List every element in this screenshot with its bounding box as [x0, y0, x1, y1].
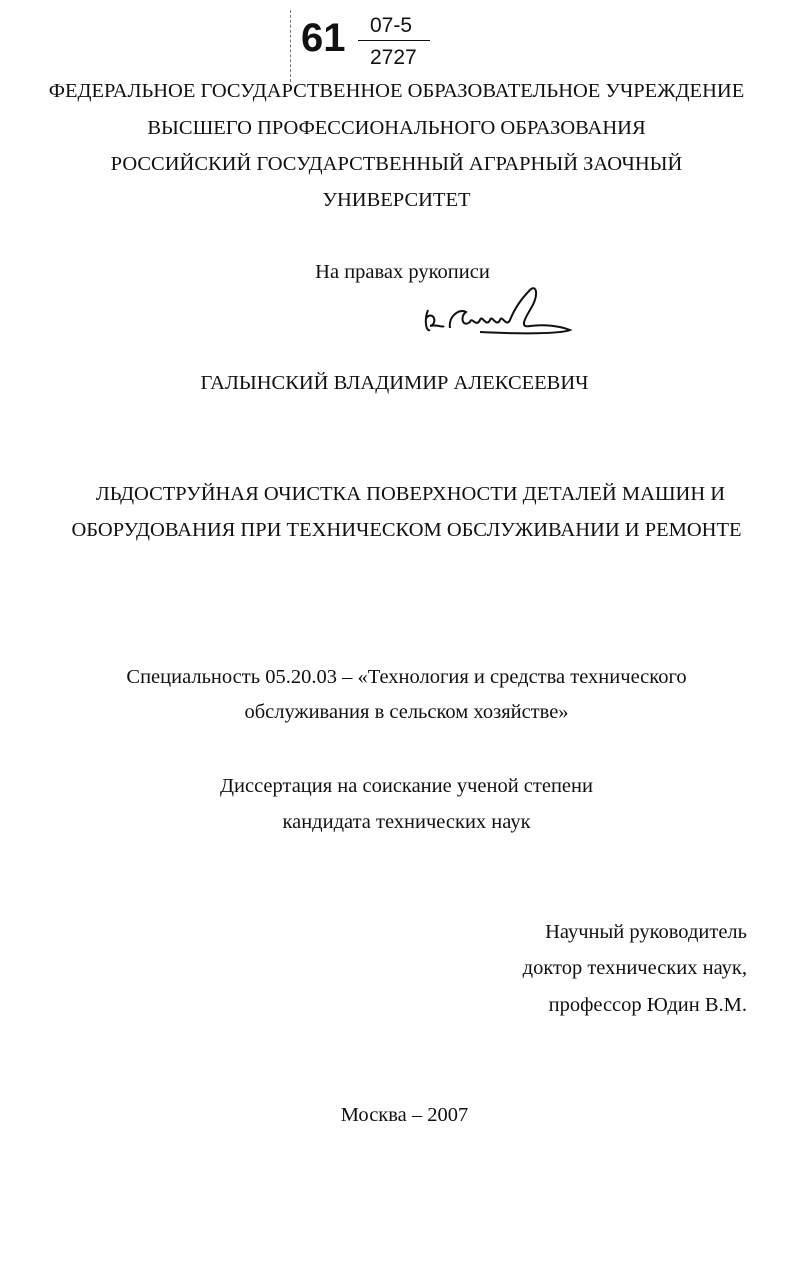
author-name: ГАЛЫНСКИЙ ВЛАДИМИР АЛЕКСЕЕВИЧ: [200, 372, 589, 394]
specialty-line-1: Специальность 05.20.03 – «Технология и средства технического: [126, 666, 687, 688]
degree-line-2: кандидата технических наук: [282, 811, 531, 833]
header-line-4: УНИВЕРСИТЕТ: [322, 189, 471, 211]
stamp-numerator: 07-5: [370, 14, 413, 37]
header-line-3: РОССИЙСКИЙ ГОСУДАРСТВЕННЫЙ АГРАРНЫЙ ЗАОЧНЫЙ: [110, 153, 683, 175]
advisor-line-2: доктор технических наук,: [522, 957, 747, 979]
header-line-2: ВЫСШЕГО ПРОФЕССИОНАЛЬНОГО ОБРАЗОВАНИЯ: [147, 117, 646, 139]
stamp-fraction-bar: [358, 40, 430, 41]
archive-stamp: [288, 6, 438, 76]
header-line-1: ФЕДЕРАЛЬНОЕ ГОСУДАРСТВЕННОЕ ОБРАЗОВАТЕЛЬНОЕ УЧРЕЖДЕНИЕ: [48, 80, 745, 102]
degree-line-1: Диссертация на соискание ученой степени: [220, 775, 593, 797]
place-year: Москва – 2007: [340, 1104, 469, 1126]
title-line-2: ОБОРУДОВАНИЯ ПРИ ТЕХНИЧЕСКОМ ОБСЛУЖИВАНИИ И РЕМОНТЕ: [71, 519, 742, 541]
stamp-code: 61: [301, 16, 346, 60]
stamp-divider: [290, 10, 291, 82]
advisor-line-1: Научный руководитель: [545, 921, 747, 943]
advisor-line-3: профессор Юдин В.М.: [548, 994, 747, 1016]
signature-image: [420, 280, 580, 340]
title-line-1: ЛЬДОСТРУЙНАЯ ОЧИСТКА ПОВЕРХНОСТИ ДЕТАЛЕЙ МАШИН И: [95, 483, 726, 505]
stamp-denominator: 2727: [370, 46, 417, 69]
manuscript-note: На правах рукописи: [315, 261, 490, 283]
specialty-line-2: обслуживания в сельском хозяйстве»: [244, 701, 569, 723]
